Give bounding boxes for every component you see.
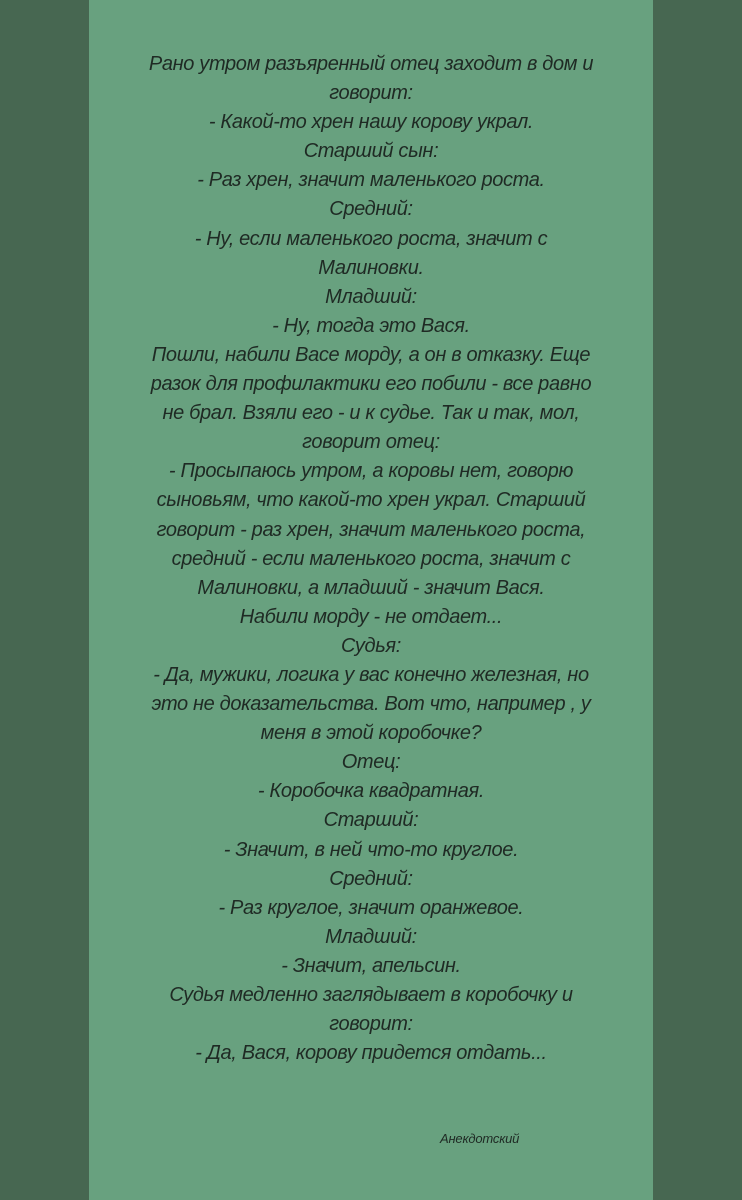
text-line: - Какой-то хрен нашу корову украл. — [208, 111, 534, 134]
text-line: Отец: — [341, 751, 401, 774]
text-line: - Раз хрен, значит маленького роста. — [197, 169, 545, 192]
text-line: - Да, мужики, логика у вас конечно железная, но — [153, 663, 589, 686]
text-line: это не доказательства. Вот что, например , у — [151, 693, 591, 716]
text-line: Набили морду - не отдает... — [239, 605, 503, 628]
text-line: Судья: — [341, 634, 401, 657]
text-line: говорит - раз хрен, значит маленького роста, — [156, 518, 586, 541]
text-line: говорит: — [329, 82, 413, 105]
joke-text — [89, 50, 653, 1068]
text-line: Пошли, набили Васе морду, а он в отказку. Еще — [151, 343, 591, 366]
text-line: - Ну, если маленького роста, значит с — [194, 227, 548, 250]
text-line: - Да, Вася, корову придется отдать... — [195, 1042, 547, 1065]
text-line: Младший: — [325, 285, 417, 308]
text-line: - Значит, апельсин. — [281, 954, 461, 977]
text-line: говорит отец: — [302, 431, 440, 454]
text-line: сыновьям, что какой-то хрен украл. Старший — [156, 489, 586, 512]
signature: Анекдотский — [440, 1131, 520, 1146]
text-line: Младший: — [325, 925, 417, 948]
text-line: Старший: — [323, 809, 419, 832]
text-line: Судья медленно заглядывает в коробочку и — [169, 984, 573, 1006]
text-line: Рано утром разъяренный отец заходит в дом и — [148, 53, 594, 75]
text-line: не брал. Взяли его - и к судье. Так и так, мол, — [162, 402, 580, 425]
text-line: - Раз круглое, значит оранжевое. — [218, 896, 524, 919]
text-line: Малиновки, а младший - значит Вася. — [197, 576, 545, 599]
text-line: Малиновки. — [318, 256, 424, 279]
text-line: - Ну, тогда это Вася. — [272, 314, 470, 337]
text-line: средний - если маленького роста, значит с — [171, 547, 571, 570]
text-line: меня в этой коробочке? — [260, 722, 482, 745]
text-line: - Значит, в ней что-то круглое. — [223, 838, 519, 861]
joke-card — [89, 0, 653, 1200]
text-line: разок для профилактики его побили - все равно — [150, 373, 592, 396]
text-line: - Просыпаюсь утром, а коровы нет, говорю — [168, 460, 574, 483]
text-line: Средний: — [329, 198, 413, 221]
text-line: Старший сын: — [303, 140, 439, 163]
text-line: Средний: — [329, 867, 413, 890]
text-line: говорит: — [329, 1013, 413, 1036]
text-line: - Коробочка квадратная. — [257, 780, 485, 803]
